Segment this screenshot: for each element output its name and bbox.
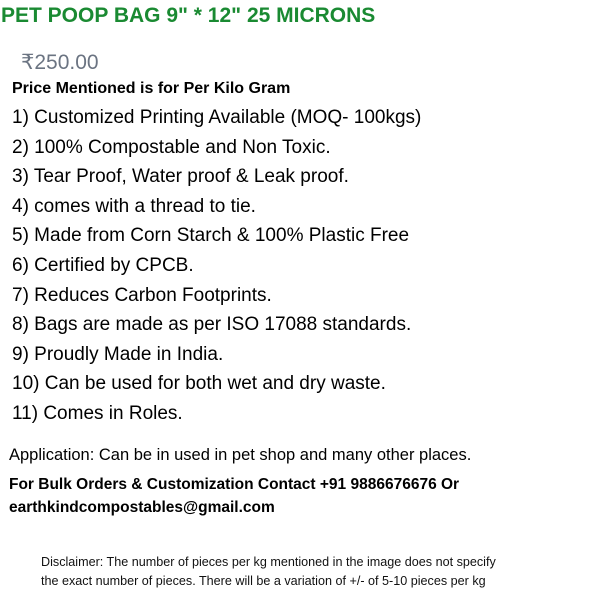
feature-item: 9) Proudly Made in India.	[12, 343, 224, 365]
price-note: Price Mentioned is for Per Kilo Gram	[12, 80, 291, 97]
feature-item: 1) Customized Printing Available (MOQ- 100kgs)	[12, 107, 422, 128]
disclaimer	[41, 553, 596, 591]
contact-line-email: earthkindcompostables@gmail.com	[9, 499, 275, 516]
feature-item: 7) Reduces Carbon Footprints.	[12, 284, 272, 306]
disclaimer-line: the exact number of pieces. There will be a variation of +/- of 5-10 pieces per kg	[41, 574, 486, 588]
feature-item: 8) Bags are made as per ISO 17088 standards.	[12, 314, 412, 336]
bulk-order-contact	[9, 473, 594, 519]
feature-item: 5) Made from Corn Starch & 100% Plastic Free	[12, 225, 410, 247]
feature-item: 10) Can be used for both wet and dry waste.	[12, 373, 386, 395]
application-text: Application: Can be in used in pet shop and many other places.	[9, 446, 472, 464]
feature-list	[12, 103, 421, 429]
feature-item: 6) Certified by CPCB.	[12, 254, 194, 276]
product-price: ₹250.00	[21, 51, 99, 74]
disclaimer-line: Disclaimer: The number of pieces per kg mentioned in the image does not specify	[41, 555, 496, 569]
feature-item: 3) Tear Proof, Water proof & Leak proof.	[12, 166, 349, 188]
feature-item: 2) 100% Compostable and Non Toxic.	[12, 136, 331, 158]
feature-item: 11) Comes in Roles.	[12, 402, 183, 424]
feature-item: 4) comes with a thread to tie.	[12, 195, 256, 217]
product-title: PET POOP BAG 9" * 12" 25 MICRONS	[1, 4, 376, 27]
contact-line-phone: For Bulk Orders & Customization Contact +91 9886676676 Or	[9, 476, 460, 493]
